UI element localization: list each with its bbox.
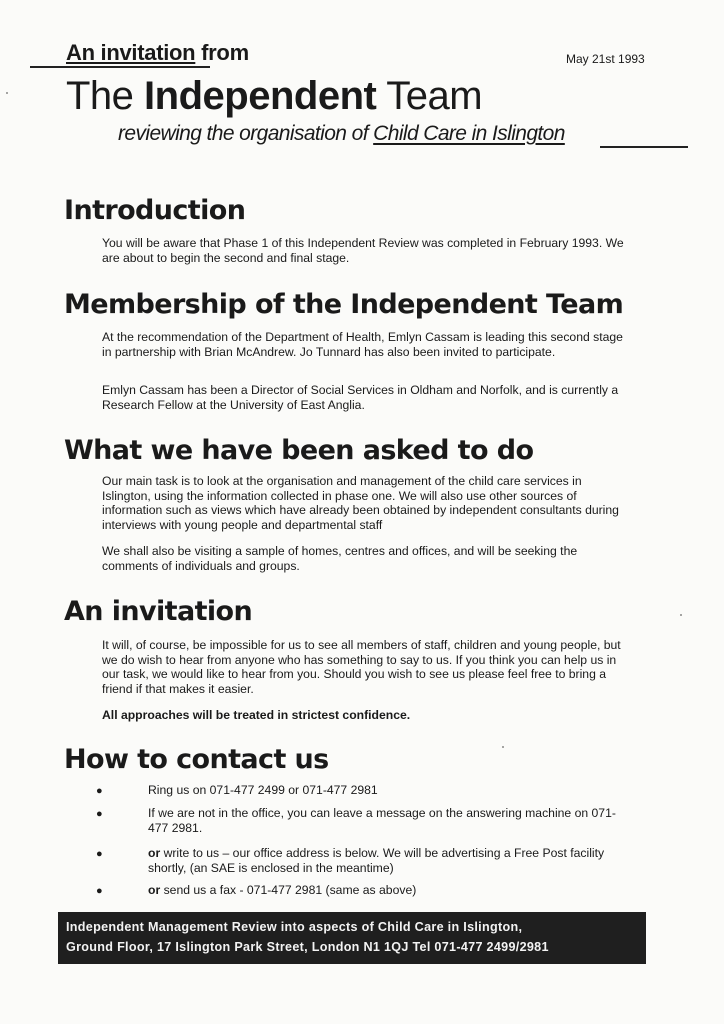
subtitle-prefix: reviewing the organisation of [118, 122, 374, 145]
invitation-underlined: An invitation [66, 40, 196, 65]
title-team: Team [376, 74, 483, 118]
invitation-heading: An invitation [64, 596, 253, 627]
invitation-from-heading [66, 40, 249, 66]
confidence-text: All approaches will be treated in strictest confidence. [102, 708, 411, 722]
contact-item-answering-machine: If we are not in the office, you can leave a message on the answering machine on 071-477 2981. [148, 806, 616, 835]
bullet-icon: ● [96, 848, 103, 860]
scan-speck [502, 746, 504, 748]
scan-speck [680, 614, 682, 616]
asked-heading: What we have been asked to do [64, 435, 534, 466]
subtitle-rule [600, 146, 688, 148]
contact-item-fax [148, 883, 628, 898]
scan-speck [6, 92, 8, 94]
document-date: May 21st 1993 [566, 52, 645, 66]
address-footer [58, 912, 646, 964]
asked-paragraph-1: Our main task is to look at the organisation and management of the child care services in Islington, using the information collected in phase one. We will also use other sources of information such as views which have already been obtained by independent consultants during interviews with young people and departmental staff [102, 474, 619, 532]
page-title [66, 72, 482, 120]
confidence-note [102, 708, 632, 723]
invitation-from-word: from [195, 40, 249, 65]
membership-heading: Membership of the Independent Team [64, 289, 624, 320]
contact-heading: How to contact us [64, 744, 329, 775]
subtitle-underlined: Child Care in Islington [373, 122, 565, 145]
page-subtitle [118, 122, 565, 146]
contact-or-2: or [148, 883, 161, 897]
header-rule [30, 66, 210, 68]
contact-or-1: or [148, 846, 161, 860]
bullet-icon: ● [96, 885, 103, 897]
contact-item-phone: Ring us on 071-477 2499 or 071-477 2981 [148, 783, 378, 797]
membership-paragraph-1: At the recommendation of the Department of Health, Emlyn Cassam is leading this second stage in partnership with Brian McAndrew. Jo Tunnard has also been invited to participate. [102, 330, 623, 359]
footer-line-1: Independent Management Review into aspects of Child Care in Islington, [66, 920, 523, 934]
footer-line-2: Ground Floor, 17 Islington Park Street, London N1 1QJ Tel 071-477 2499/2981 [66, 940, 549, 954]
invitation-paragraph: It will, of course, be impossible for us to see all members of staff, children and young people, but we do wish to hear from anyone who has something to say to us. If you think you can help us in our task, we would like to hear from you. Should you wish to see us please feel free to bring a friend if that makes it easier. [102, 638, 621, 696]
bullet-icon: ● [96, 808, 103, 820]
asked-paragraph-2: We shall also be visiting a sample of homes, centres and offices, and will be seeking the comments of individuals and groups. [102, 544, 578, 573]
membership-paragraph-2: Emlyn Cassam has been a Director of Social Services in Oldham and Norfolk, and is currently a Research Fellow at the University of East Anglia. [102, 383, 619, 412]
title-independent: Independent [144, 74, 377, 118]
introduction-paragraph: You will be aware that Phase 1 of this Independent Review was completed in February 1993. We are about to begin the second and final stage. [102, 236, 624, 265]
contact-item-write [148, 846, 628, 875]
introduction-heading: Introduction [64, 195, 246, 226]
bullet-icon: ● [96, 785, 103, 797]
contact-fax-text: send us a fax - 071-477 2981 (same as above) [160, 883, 417, 897]
title-the: The [66, 74, 145, 118]
contact-write-text: write to us – our office address is below. We will be advertising a Free Post facility shortly, (an SAE is enclosed in the meantime) [148, 846, 605, 875]
